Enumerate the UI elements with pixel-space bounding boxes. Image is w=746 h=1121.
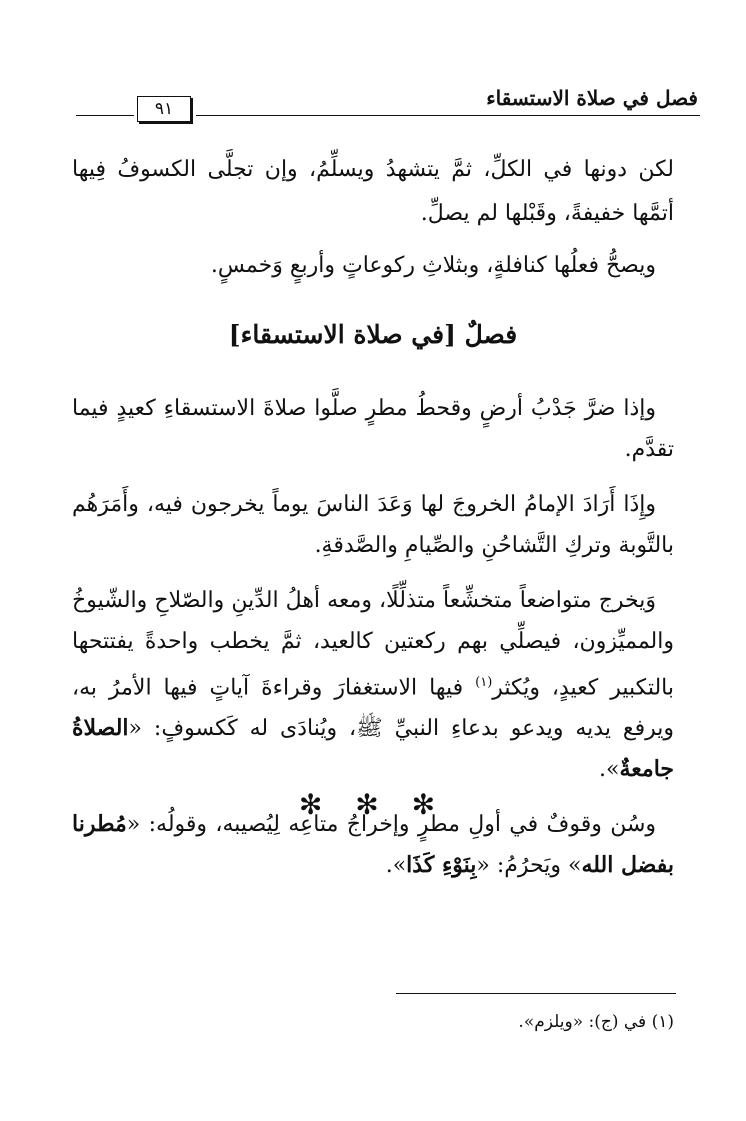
page-number: ٩١	[137, 96, 191, 122]
paragraph-6-bold-2: بِنَوْءِ كَذَا	[406, 852, 477, 879]
paragraph-3: وإذا ضرَّ جَدْبُ أرضٍ وقحطُ مطرٍ صلَّوا صلاةَ الاستسقاءِ كعيدٍ فيما تقدَّم.	[72, 396, 674, 462]
paragraph-2-text: ويصحُّ فعلُها كنافلةٍ، وبثلاثِ ركوعاتٍ وأربعٍ وَخمسٍ.	[210, 253, 656, 278]
paragraph-6-part-a: وسُن وقوفٌ في أولِ مطرٍ وإخراجُ متاعِه لِيُصيبه، وقولُه: «	[126, 812, 656, 838]
paragraph-6-mid: » ويَحرُمُ: «	[476, 853, 582, 879]
paragraph-5-bold: الصلاةُ جامعةٌ	[72, 715, 674, 783]
paragraph-5	[72, 580, 674, 790]
paragraph-6-end: ».	[385, 853, 407, 879]
header-rule	[196, 115, 700, 116]
section-title: فصلٌ [في صلاة الاستسقاء]	[228, 320, 518, 349]
footnote-marker: (١)	[475, 675, 493, 690]
section-body	[72, 388, 674, 900]
running-title: فصل في صلاة الاستسقاء	[486, 86, 698, 110]
paragraph-5-end: ».	[599, 757, 620, 783]
section-separator: ✻ ✻ ✻	[298, 788, 448, 821]
paragraph-1	[72, 148, 674, 236]
paragraph-5-part-a: وَيخرج متواضعاً متخشِّعاً متذلِّلًا، ومعه أهلُ الدِّينِ والصّلاحِ والشّيوخُ والمميِّزون، فيصلِّي بهم ركعتين كالعيد، ثمَّ يخطب واحدةً يفتتحها بالتكبير كعيدٍ، ويُكثر	[72, 588, 674, 701]
footnote-rule	[396, 993, 676, 994]
paragraph-6-bold-1: مُطرنا بفضل الله	[72, 811, 674, 879]
paragraph-2	[72, 244, 674, 288]
paragraph-4: وإِذَا أَرَادَ الإمامُ الخروجَ لها وَعَدَ الناسَ يوماً يخرجون فيه، وأَمَرَهُم بالتَّوبة وتركِ التَّشاحُنِ والصِّيامِ والصَّدقةِ.	[72, 492, 674, 558]
paragraph-5-part-b: فيها الاستغفارَ وقراءةَ آياتٍ فيها الأمرُ به، ويرفع يديه ويدعو بدعاءِ النبيِّ ﷺ، ويُنادَى له كَكسوفٍ: «	[72, 675, 674, 742]
footnote: (١) في (ج): «ويلزم».	[518, 1012, 674, 1032]
paragraph-1-text: لكن دونها في الكلِّ، ثمَّ يتشهدُ ويسلِّمُ، وإن تجلَّى الكسوفُ فِيها أتمَّها خفيفةً، وقَبْلها لم يصلِّ.	[72, 157, 674, 226]
header-rule-left	[76, 115, 134, 116]
